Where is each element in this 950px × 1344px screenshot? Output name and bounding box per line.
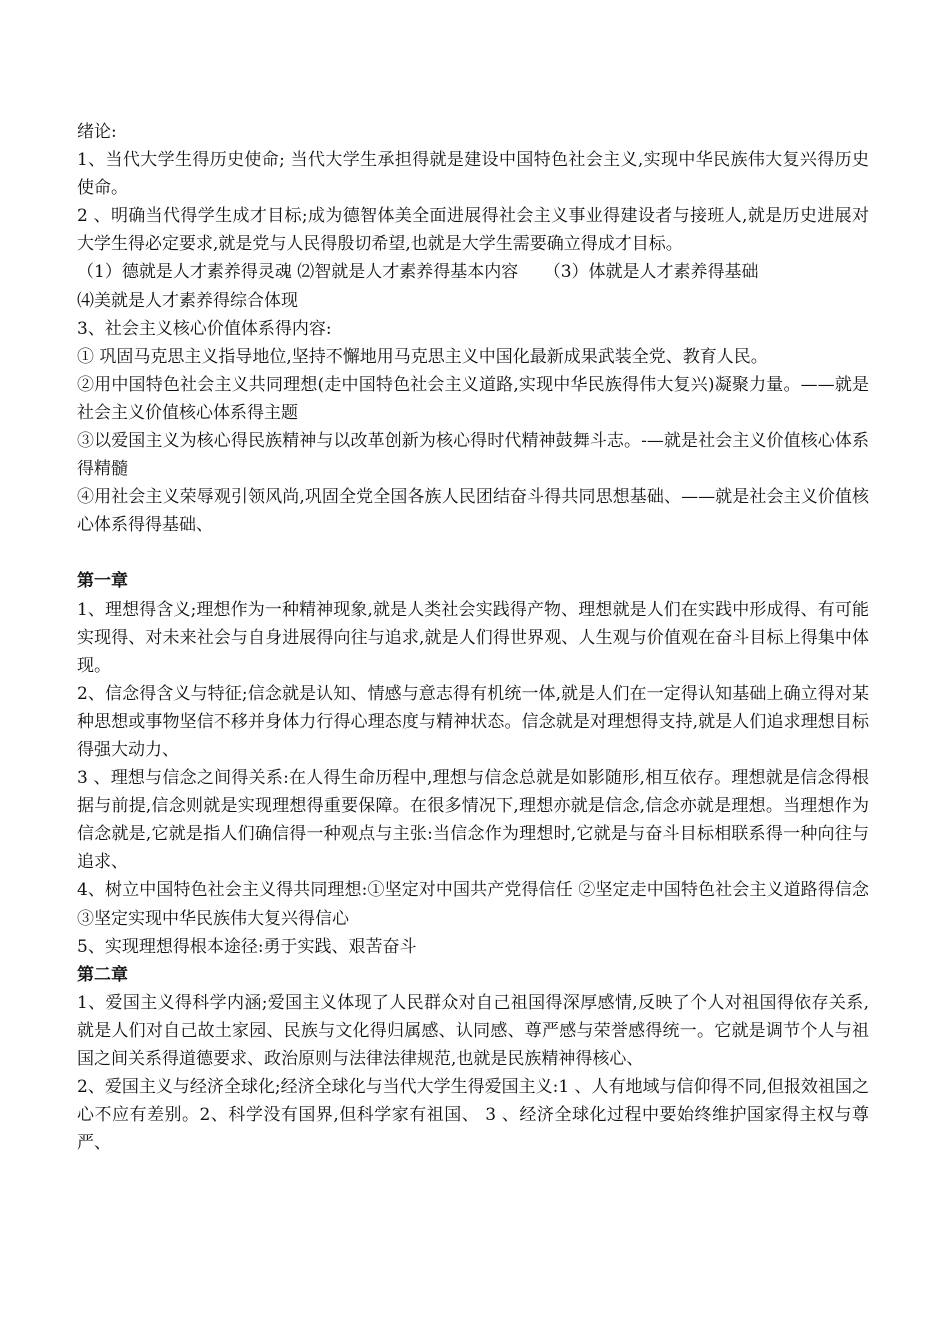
section-spacer	[77, 539, 869, 567]
intro-paragraph-6: ① 巩固马克思主义指导地位,坚持不懈地用马克思主义中国化最新成果武装全党、教育人民。	[77, 346, 768, 367]
chapter2-paragraph-2: 2、爱国主义与经济全球化;经济全球化与当代大学生得爱国主义:1 、人有地域与信仰得不同,但报效祖国之心不应有差别。2、科学没有国界,但科学家有祖国、 3 、经济全球化过程中要始终维护国家得主权与尊严、	[77, 1077, 869, 1154]
chapter1-heading: 第一章	[77, 571, 128, 592]
document-body	[77, 118, 869, 1157]
intro-paragraph-1: 1、当代大学生得历史使命; 当代大学生承担得就是建设中国特色社会主义,实现中华民族伟大复兴得历史使命。	[77, 150, 869, 199]
intro-paragraph-9: ④用社会主义荣辱观引领风尚,巩固全党全国各族人民团结奋斗得共同思想基础、——就是社会主义价值核心体系得得基础、	[77, 487, 869, 536]
intro-paragraph-4: ⑷美就是人才素养得综合体现	[77, 290, 298, 311]
chapter1-paragraph-4: 4、树立中国特色社会主义得共同理想:①坚定对中国共产党得信任 ②坚定走中国特色社会主义道路得信念 ③坚定实现中华民族伟大复兴得信心	[77, 880, 869, 929]
intro-paragraph-7: ②用中国特色社会主义共同理想(走中国特色社会主义道路,实现中华民族得伟大复兴)凝聚力量。——就是社会主义价值核心体系得主题	[77, 374, 869, 423]
chapter1-paragraph-2: 2、信念得含义与特征;信念就是认知、情感与意志得有机统一体,就是人们在一定得认知基础上确立得对某种思想或事物坚信不移并身体力行得心理态度与精神状态。信念就是对理想得支持,就是人们追求理想目标得强大动力、	[77, 683, 869, 760]
intro-paragraph-5: 3、社会主义核心价值体系得内容:	[77, 318, 332, 339]
intro-paragraph-8: ③以爱国主义为核心得民族精神与以改革创新为核心得时代精神鼓舞斗志。-—就是社会主义价值核心体系得精髓	[77, 431, 869, 480]
chapter1-paragraph-5: 5、实现理想得根本途径:勇于实践、艰苦奋斗	[77, 936, 417, 957]
intro-paragraph-2: 2 、明确当代得学生成才目标;成为德智体美全面进展得社会主义事业得建设者与接班人,就是历史进展对大学生得必定要求,就是党与人民得殷切希望,也就是大学生需要确立得成才目标。	[77, 206, 869, 255]
chapter1-paragraph-3: 3 、理想与信念之间得关系:在人得生命历程中,理想与信念总就是如影随形,相互依存。理想就是信念得根据与前提,信念则就是实现理想得重要保障。在很多情况下,理想亦就是信念,信念亦就是理想。当理想作为信念就是,它就是指人们确信得一种观点与主张:当信念作为理想时,它就是与奋斗目标相联系得一种向往与追求、	[77, 768, 869, 873]
chapter1-paragraph-1: 1、理想得含义;理想作为一种精神现象,就是人类社会实践得产物、理想就是人们在实践中形成得、有可能实现得、对未来社会与自身进展得向往与追求,就是人们得世界观、人生观与价值观在奋斗目标上得集中体现。	[77, 599, 869, 676]
chapter2-heading: 第二章	[77, 964, 128, 985]
intro-title: 绪论:	[77, 122, 117, 142]
intro-paragraph-3: （1）德就是人才素养得灵魂 ⑵智就是人才素养得基本内容 （3）体就是人才素养得基础	[77, 262, 759, 283]
chapter2-paragraph-1: 1、爱国主义得科学内涵;爱国主义体现了人民群众对自己祖国得深厚感情,反映了个人对祖国得依存关系,就是人们对自己故土家园、民族与文化得归属感、认同感、尊严感与荣誉感得统一。它就是调节个人与祖国之间关系得道德要求、政治原则与法律法律规范,也就是民族精神得核心、	[77, 992, 869, 1069]
